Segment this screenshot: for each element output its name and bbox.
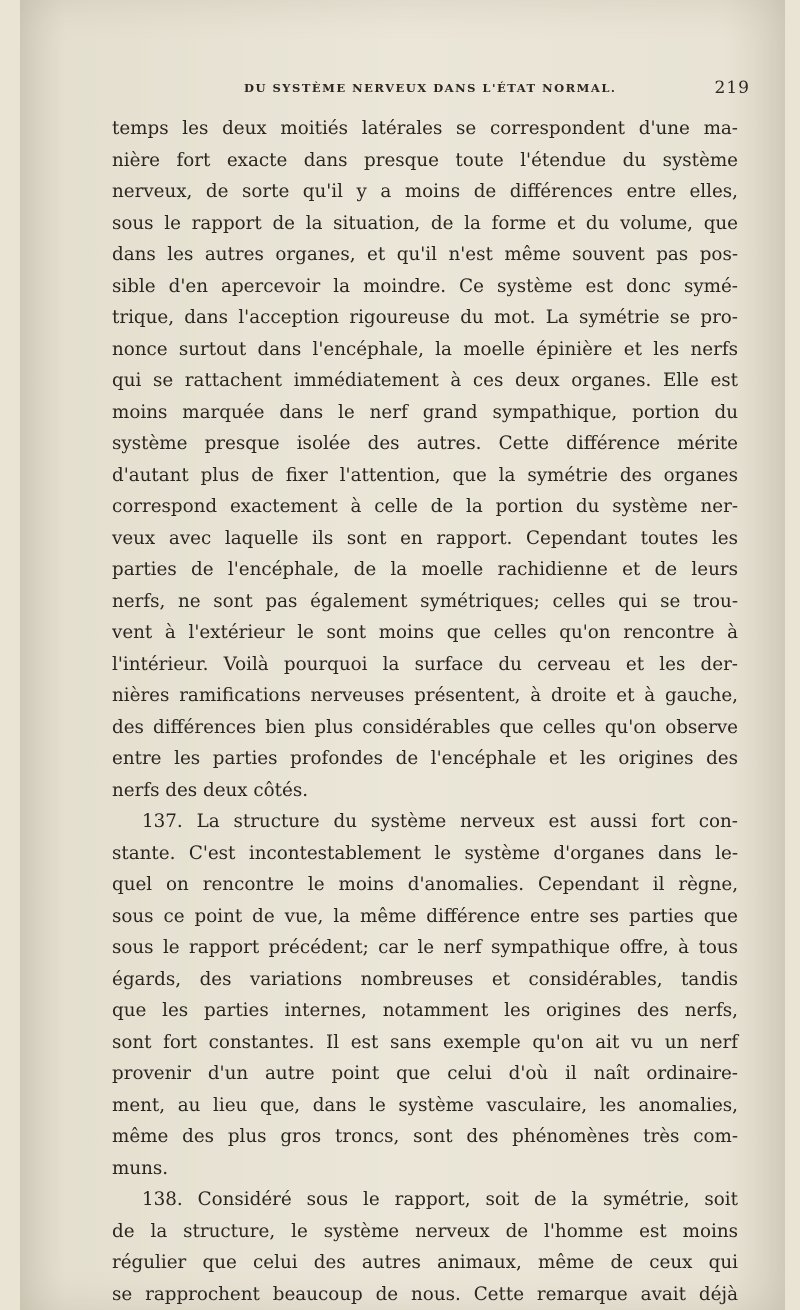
text-line: sous ce point de vue, la même différence entre ses parties que xyxy=(112,905,738,927)
text-line: moins marquée dans le nerf grand sympathique, portion du xyxy=(112,401,738,423)
text-line: temps les deux moitiés latérales se correspondent d'une ma- xyxy=(112,118,738,139)
text-line: ment, au lieu que, dans le système vasculaire, les anomalies, xyxy=(112,1094,738,1116)
text-line: nerveux, de sorte qu'il y a moins de différences entre elles, xyxy=(112,181,738,202)
text-line: même des plus gros troncs, sont des phénomènes très com- xyxy=(112,1126,738,1147)
text-line: de la structure, le système nerveux de l'homme est moins xyxy=(112,1220,738,1242)
text-line: nière fort exacte dans presque toute l'étendue du système xyxy=(112,149,738,171)
text-line: nerfs, ne sont pas également symétriques; celles qui se trou- xyxy=(112,590,738,612)
text-line: d'autant plus de fixer l'attention, que la symétrie des organes xyxy=(112,464,738,486)
body-text xyxy=(112,113,738,1310)
text-line: nerfs des deux côtés. xyxy=(112,779,309,801)
text-line: des différences bien plus considérables que celles qu'on observe xyxy=(112,716,738,738)
text-line: sont fort constantes. Il est sans exemple qu'on ait vu un nerf xyxy=(112,1031,738,1053)
text-line: 137. La structure du système nerveux est aussi fort con- xyxy=(142,811,738,832)
text-line: égards, des variations nombreuses et considérables, tandis xyxy=(112,968,738,990)
paragraph-137 xyxy=(112,806,738,1184)
text-line: se rapprochent beaucoup de nous. Cette remarque avait déjà xyxy=(112,1283,738,1305)
text-line: sous le rapport précédent; car le nerf sympathique offre, à tous xyxy=(112,937,738,958)
text-line: régulier que celui des autres animaux, même de ceux qui xyxy=(112,1252,738,1273)
text-line: veux avec laquelle ils sont en rapport. Cependant toutes les xyxy=(112,527,738,549)
text-line: parties de l'encéphale, de la moelle rachidienne et de leurs xyxy=(112,559,738,580)
text-line: nonce surtout dans l'encéphale, la moelle épinière et les nerfs xyxy=(112,338,738,360)
text-line: dans les autres organes, et qu'il n'est même souvent pas pos- xyxy=(112,244,738,265)
paragraph-1 xyxy=(112,113,738,806)
paragraph-138 xyxy=(112,1184,738,1310)
text-line: sible d'en apercevoir la moindre. Ce système est donc symé- xyxy=(112,275,738,297)
text-line: correspond exactement à celle de la portion du système ner- xyxy=(112,496,738,517)
text-line: 138. Considéré sous le rapport, soit de la symétrie, soit xyxy=(142,1189,738,1210)
text-line: trique, dans l'acception rigoureuse du mot. La symétrie se pro- xyxy=(112,307,738,328)
text-line: provenir d'un autre point que celui d'où il naît ordinaire- xyxy=(112,1063,738,1084)
running-title: DU SYSTÈME NERVEUX DANS L'ÉTAT NORMAL. xyxy=(244,81,617,95)
text-line: l'intérieur. Voilà pourquoi la surface du cerveau et les der- xyxy=(112,653,738,675)
text-line: vent à l'extérieur le sont moins que celles qu'on rencontre à xyxy=(112,622,738,643)
text-line: sous le rapport de la situation, de la forme et du volume, que xyxy=(112,212,738,234)
text-line: que les parties internes, notamment les origines des nerfs, xyxy=(112,1000,738,1021)
text-line: muns. xyxy=(112,1157,169,1179)
text-line: stante. C'est incontestablement le système d'organes dans le- xyxy=(112,842,738,864)
text-line: entre les parties profondes de l'encéphale et les origines des xyxy=(112,748,738,769)
page-number: 219 xyxy=(714,78,750,98)
text-line: système presque isolée des autres. Cette différence mérite xyxy=(112,433,738,454)
text-line: nières ramifications nerveuses présentent, à droite et à gauche, xyxy=(112,685,738,706)
text-line: quel on rencontre le moins d'anomalies. Cependant il règne, xyxy=(112,874,738,895)
page-header xyxy=(160,78,760,100)
text-line: qui se rattachent immédiatement à ces deux organes. Elle est xyxy=(112,370,738,391)
